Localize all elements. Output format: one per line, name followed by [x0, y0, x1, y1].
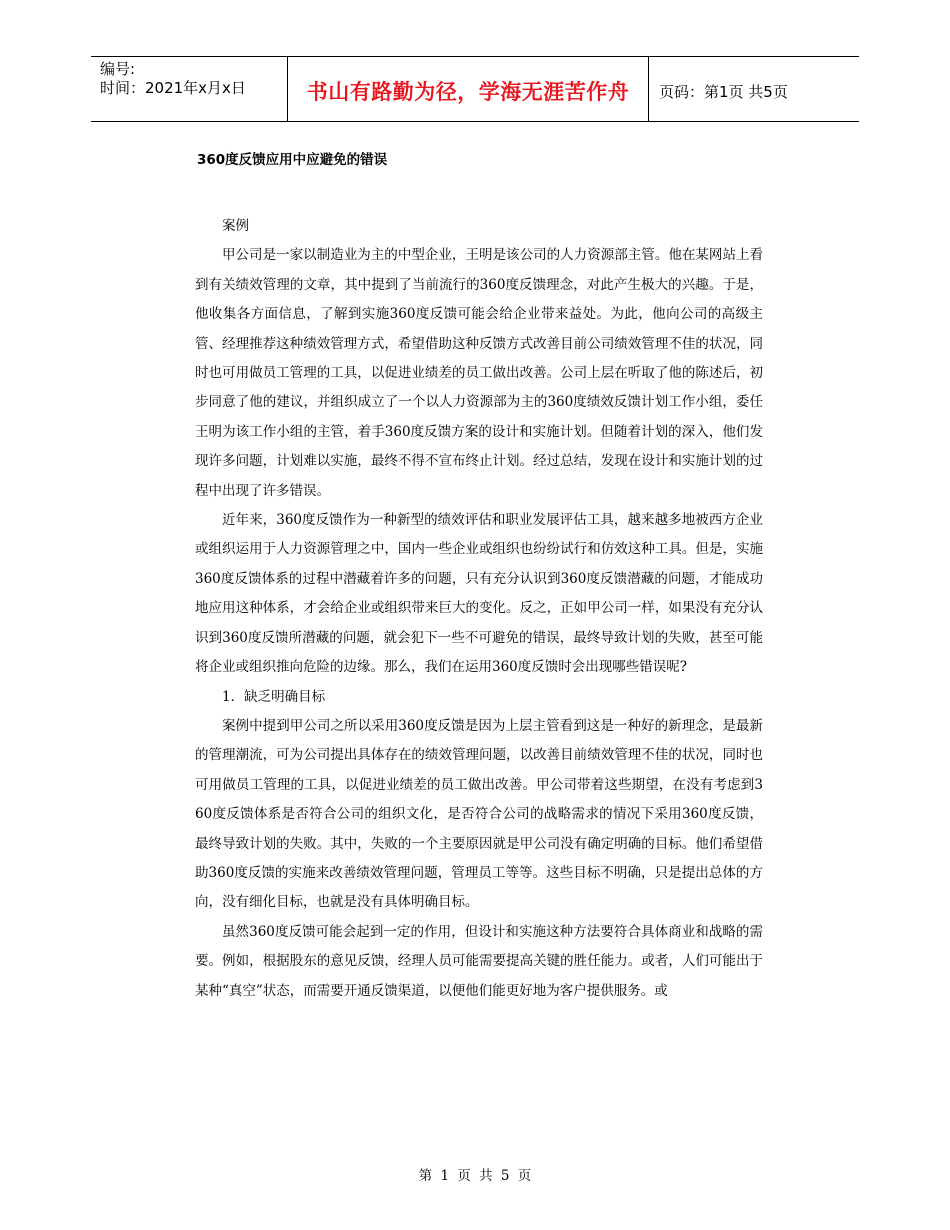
header-divider-right — [648, 57, 649, 122]
document-number-label: 编号: — [100, 60, 136, 78]
document-time-label: 时间：2021年x月x日 — [100, 79, 246, 97]
section-heading-1: 1．缺乏明确目标 — [222, 688, 326, 705]
document-title: 360度反馈应用中应避免的错误 — [197, 152, 388, 168]
document-body — [195, 150, 763, 1006]
header-motto: 书山有路勤为径，学海无涯苦作舟 — [306, 80, 630, 104]
header-page-info: 页码：第1页 共5页 — [659, 83, 788, 101]
paragraph-case-story: 甲公司是一家以制造业为主的中型企业，王明是该公司的人力资源部主管。他在某网站上看到有关绩效管理的文章，其中提到了当前流行的360度反馈理念，对此产生极大的兴趣。于是，他收集各方面信息，了解到实施360度反馈可能会给企业带来益处。为此，他向公司的高级主管、经理推荐这种绩效管理方式，希望借助这种反馈方式改善目前公司绩效管理不佳的状况，同时也可用做员工管理的工具，以促进业绩差的员工做出改善。公司上层在听取了他的陈述后，初步同意了他的建议，并组织成立了一个以人力资源部为主的360度绩效反馈计划工作小组，委任王明为该工作小组的主管，着手360度反馈方案的设计和实施计划。但随着计划的深入，他们发现许多问题，计划难以实施，最终不得不宣布终止计划。经过总结，发现在设计和实施计划的过程中出现了许多错误。 — [195, 247, 763, 499]
header-meta — [100, 60, 246, 98]
paragraph-section-1: 案例中提到甲公司之所以采用360度反馈是因为上层主管看到这是一种好的新理念，是最新的管理潮流，可为公司提出具体存在的绩效管理问题，以改善目前绩效管理不佳的状况，同时也可用做员工管理的工具，以促进业绩差的员工做出改善。甲公司带着这些期望，在没有考虑到360度反馈体系是否符合公司的组织文化，是否符合公司的战略需求的情况下采用360度反馈，最终导致计划的失败。其中，失败的一个主要原因就是甲公司没有确定明确的目标。他们希望借助360度反馈的实施来改善绩效管理问题，管理员工等等。这些目标不明确，只是提出总体的方向，没有细化目标，也就是没有具体明确目标。 — [195, 717, 763, 911]
page-footer: 第 1 页 共 5 页 — [418, 1168, 532, 1184]
paragraph-section-1-continued: 虽然360度反馈可能会起到一定的作用，但设计和实施这种方法要符合具体商业和战略的需要。例如，根据股东的意见反馈，经理人员可能需要提高关键的胜任能力。或者，人们可能出于某种“真空”状态，而需要开通反馈渠道，以便他们能更好地为客户提供服务。或 — [195, 923, 763, 999]
paragraph-introduction: 近年来，360度反馈作为一种新型的绩效评估和职业发展评估工具，越来越多地被西方企业或组织运用于人力资源管理之中，国内一些企业或组织也纷纷试行和仿效这种工具。但是，实施360度反馈体系的过程中潜藏着许多的问题，只有充分认识到360度反馈潜藏的问题，才能成功地应用这种体系，才会给企业或组织带来巨大的变化。反之，正如甲公司一样，如果没有充分认识到360度反馈所潜藏的问题，就会犯下一些不可避免的错误，最终导致计划的失败，甚至可能将企业或组织推向危险的边缘。那么，我们在运用360度反馈时会出现哪些错误呢? — [195, 512, 763, 676]
page-header — [91, 56, 859, 122]
paragraph-case-heading: 案例 — [222, 218, 249, 234]
